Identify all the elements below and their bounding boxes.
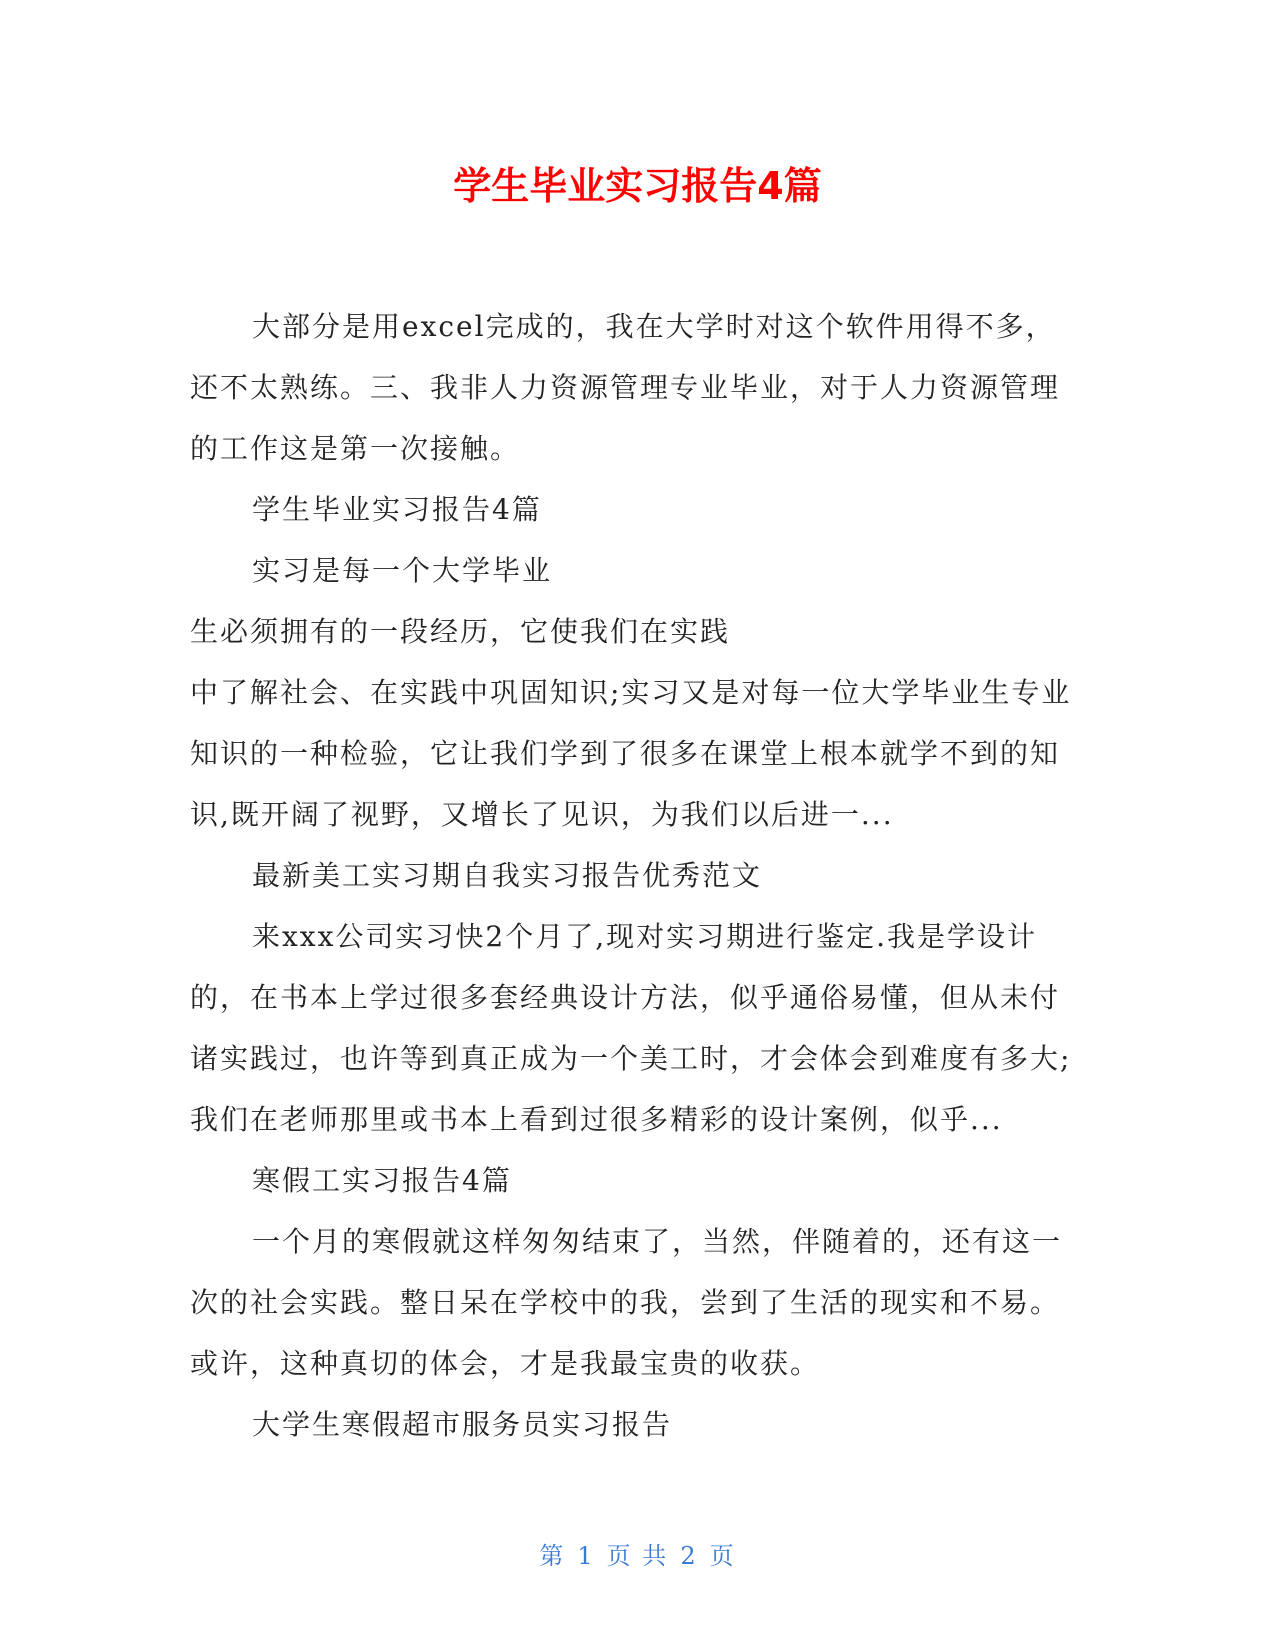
document-title: 学生毕业实习报告4篇 xyxy=(453,164,822,208)
paragraph-heading-supermarket: 大学生寒假超市服务员实习报告 xyxy=(252,1408,673,1441)
paragraph-internship-body: 中了解社会、在实践中巩固知识;实习又是对每一位大学毕业生专业知识的一种检验，它让我们学到了很多在课堂上根本就学不到的知识,既开阔了视野，又增长了见识，为我们以后进一... xyxy=(190,676,1072,831)
paragraph-excel-intro: 大部分是用excel完成的，我在大学时对这个软件用得不多，还不太熟练。三、我非人力资源管理专业毕业，对于人力资源管理的工作这是第一次接触。 xyxy=(190,310,1061,465)
footer-suffix: 页 xyxy=(709,1542,736,1570)
paragraph-art-intern-body: 来xxx公司实习快2个月了,现对实习期进行鉴定.我是学设计的，在书本上学过很多套经典设计方法，似乎通俗易懂，但从未付诸实践过，也许等到真正成为一个美工时，才会体会到难度有多大;我们在老师那里或书本上看到过很多精彩的设计案例，似乎... xyxy=(190,920,1072,1136)
paragraph-heading-art-intern: 最新美工实习期自我实习报告优秀范文 xyxy=(252,859,763,892)
footer-total-pages: 2 xyxy=(680,1542,698,1570)
paragraph-internship-intro: 实习是每一个大学毕业 xyxy=(252,554,553,587)
paragraph-internship-continued: 生必须拥有的一段经历，它使我们在实践 xyxy=(190,615,731,648)
document-body xyxy=(190,296,1080,1455)
paragraph-winter-job-body: 一个月的寒假就这样匆匆结束了，当然，伴随着的，还有这一次的社会实践。整日呆在学校中的我，尝到了生活的现实和不易。或许，这种真切的体会，才是我最宝贵的收获。 xyxy=(190,1225,1063,1380)
footer-current-page: 1 xyxy=(577,1542,595,1570)
footer-prefix: 第 xyxy=(539,1542,566,1570)
page-footer xyxy=(0,1536,1275,1571)
paragraph-heading-graduation-report: 学生毕业实习报告4篇 xyxy=(252,493,542,526)
paragraph-heading-winter-job: 寒假工实习报告4篇 xyxy=(252,1164,512,1197)
footer-mid: 页 共 xyxy=(606,1542,669,1570)
